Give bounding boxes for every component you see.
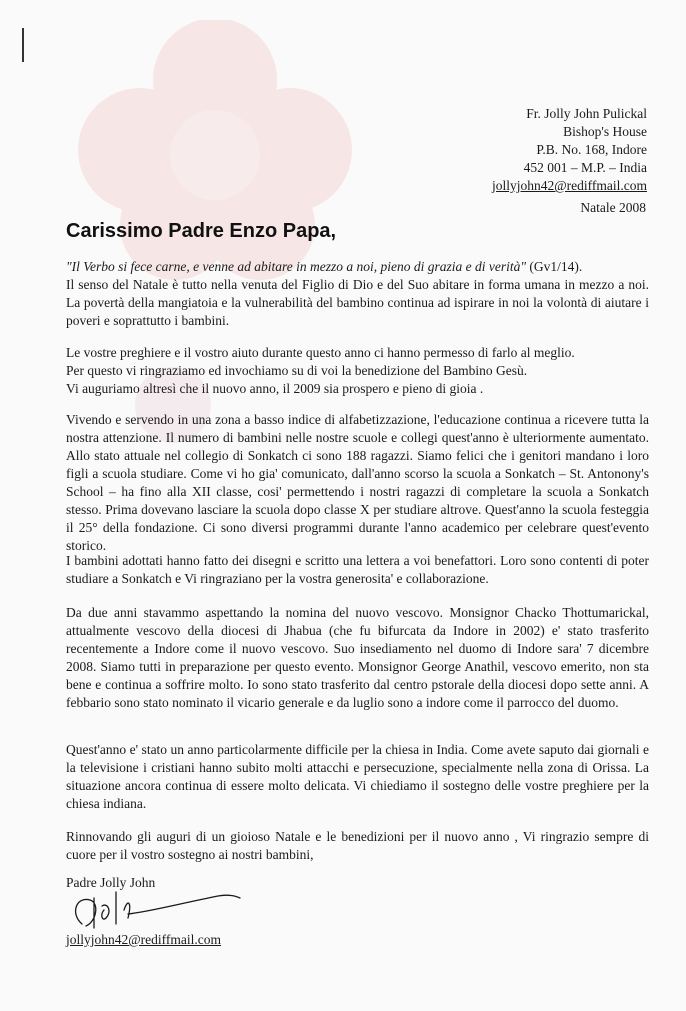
prayers-line: Vi auguriamo altresì che il nuovo anno, il 2009 sia prospero e pieno di gioia . xyxy=(66,381,484,396)
quote-reference: (Gv1/14). xyxy=(526,259,583,274)
bishop-paragraph xyxy=(66,604,649,712)
sender-house: Bishop's House xyxy=(563,124,647,139)
sender-email-link[interactable]: jollyjohn42@rediffmail.com xyxy=(491,178,647,193)
bishop-text: Da due anni stavammo aspettando la nomina del nuovo vescovo. Monsignor Chacko Thottumarickal, attualmente vescovo della diocesi di Jhabua (che fu bifurcata da Indore in 2002) e' stato trasferito recentemente a Indore come il nuovo vescovo. Suo insediamento nel duomo di Indore sara' 7 dicembre 2008. Siamo tutti in preparazione per questo evento. Monsignor George Anathil, vescovo emerito, non sta bene e continua a soffrire molto. Io sono stato trasferito dal centro pstorale della diocesi dopo sette anni. A febbario sono stato nominato il vicario generale e da luglio sono a indore come il parrocco del duomo. xyxy=(66,605,649,710)
closing-text: Rinnovando gli auguri di un gioioso Natale e le benedizioni per il nuovo anno , Vi ringrazio sempre di cuore per il vostro sostegno ai nostri bambini, xyxy=(66,829,649,862)
greeting: Carissimo Padre Enzo Papa, xyxy=(66,220,337,242)
intro-paragraph xyxy=(66,258,649,330)
bible-quote: "Il Verbo si fece carne, e venne ad abitare in mezzo a noi, pieno di grazia e di verità" xyxy=(66,259,526,274)
letter-date: Natale 2008 xyxy=(580,200,646,215)
prayers-line: Per questo vi ringraziamo ed invochiamo su di voi la benedizione del Bambino Gesù. xyxy=(66,363,528,378)
sender-address xyxy=(492,105,647,195)
education-paragraph xyxy=(66,411,649,555)
india-text: Quest'anno e' stato un anno particolarmente difficile per la chiesa in India. Come avete saputo dai giornali e la televisione i cristiani hanno subito molti attacchi e persecuzione, specialmente nella zona di Orissa. La situazione ancora continua di essere molto delicata. Vi chiediamo il sostegno delle vostre preghiere per la chiesa indiana. xyxy=(66,742,649,811)
margin-mark xyxy=(22,28,24,62)
prayers-line: Le vostre preghiere e il vostro aiuto durante questo anno ci hanno permesso di farlo al meglio. xyxy=(66,345,575,360)
sender-postal: 452 001 – M.P. – India xyxy=(523,160,647,175)
signoff-name: Padre Jolly John xyxy=(66,875,156,890)
prayers-paragraph xyxy=(66,344,649,398)
closing-paragraph xyxy=(66,828,649,864)
children-paragraph xyxy=(66,552,649,588)
sender-name: Fr. Jolly John Pulickal xyxy=(526,106,647,121)
education-text: Vivendo e servendo in una zona a basso indice di alfabetizzazione, l'educazione continua a ricevere tutta la nostra attenzione. Il numero di bambini nelle nostre scuole e collegi quest'anno è ulteriormente aumentato. Allo stato attuale nel collegio di Sonkatch ci sono 188 ragazzi. Siamo felici che i genitori mandano i loro figli a scuola studiare. Come vi ho gia' comunicato, dall'anno scorso la scuola a Sonkatch – St. Antonony's School – ha fino alla XII classe, cosi' permettendo i nostri ragazzi di completare la scuola a Sonkatch stesso. Prima dovevano lasciare la scuola dopo classe X per studiare altrove. Quest'anno la scuola festeggia il 25° della fondazione. Ci sono diversi programmi durante l'anno academico per celebrare quest'evento storico. xyxy=(66,412,649,553)
children-text: I bambini adottati hanno fatto dei disegni e scritto una lettera a voi benefattori. Loro sono contenti di poter studiare a Sonkatch e Vi ringraziano per la vostra generosita' e collaborazione. xyxy=(66,553,649,586)
sender-po-box: P.B. No. 168, Indore xyxy=(536,142,647,157)
footer-email-link[interactable]: jollyjohn42@rediffmail.com xyxy=(66,932,222,947)
intro-text: Il senso del Natale è tutto nella venuta del Figlio di Dio e del Suo abitare in forma umana in mezzo a noi. La povertà della mangiatoia e la vulnerabilità del bambino continua ad ispirare in noi la volontà di aiutare i poveri e soprattutto i bambini. xyxy=(66,277,649,328)
india-paragraph xyxy=(66,741,649,813)
handwritten-signature-icon xyxy=(68,884,248,932)
